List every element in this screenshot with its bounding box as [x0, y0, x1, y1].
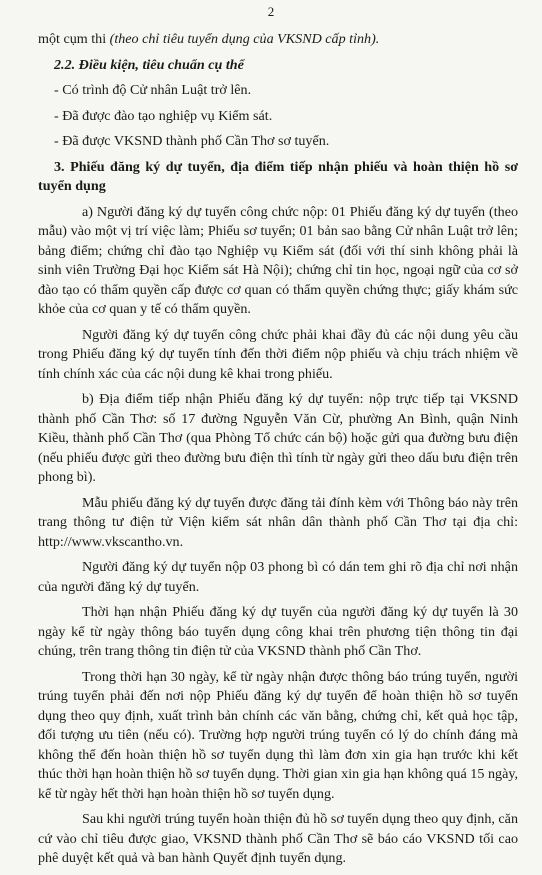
paragraph-declaration: Người đăng ký dự tuyển công chức phải khai đầy đủ các nội dung yêu cầu trong Phiếu đăng ký dự tuyển tính đến thời điểm nộp phiếu và chịu trách nhiệm về tính chính xác của các nội dung kê khai trong phiếu. [38, 326, 518, 382]
list-item: - Đã được VKSND thành phố Cần Thơ sơ tuyển. [54, 133, 330, 149]
paragraph-text: một cụm thi [38, 31, 110, 47]
section-heading-3: 3. Phiếu đăng ký dự tuyển, địa điểm tiếp nhận phiếu và hoàn thiện hồ sơ tuyển dụng [38, 158, 518, 194]
paragraph-final: Sau khi người trúng tuyển hoàn thiện đủ hồ sơ tuyển dụng theo quy định, căn cứ vào chỉ tiêu được giao, VKSND thành phố Cần Thơ sẽ báo cáo VKSND tối cao phê duyệt kết quả và ban hành Quyết định tuyển dụng. [38, 811, 518, 866]
page-number: 2 [267, 4, 275, 19]
list-item: - Có trình độ Cử nhân Luật trở lên. [54, 82, 252, 98]
section-heading-2-2: 2.2. Điều kiện, tiêu chuẩn cụ thể [54, 56, 244, 73]
paragraph-30-days: Trong thời hạn 30 ngày, kể từ ngày nhận được thông báo trúng tuyển, người trúng tuyển phải đến nơi nộp Phiếu đăng ký dự tuyển để hoàn thiện hồ sơ tuyển dụng theo quy định, xuất trình bản chính các văn bằng, chứng chỉ, kết quả học tập, đối tượng ưu tiên (nếu có). Trường hợp người trúng tuyển có lý do chính đáng mà không thể đến hoàn thiện hồ sơ tuyển dụng thì làm đơn xin gia hạn trước khi kết thúc thời hạn hoàn thiện hồ sơ tuyển dụng. Thời gian xin gia hạn không quá 15 ngày, kể từ ngày hết thời hạn hoàn thiện hồ sơ tuyển dụng. [38, 668, 518, 802]
paragraph-form-template: Mẫu phiếu đăng ký dự tuyển được đăng tải đính kèm với Thông báo này trên trang thông tư điện tử Viện kiểm sát nhân dân thành phố Cần Thơ tại địa chỉ: http://www.vkscantho.vn. [38, 494, 518, 550]
italic-note: (theo chỉ tiêu tuyển dụng của VKSND cấp tỉnh). [109, 31, 380, 47]
document-body [38, 30, 518, 875]
paragraph-envelopes: Người đăng ký dự tuyển nộp 03 phong bì có dán tem ghi rõ địa chỉ nơi nhận của người đăng ký dự tuyển. [38, 559, 518, 595]
paragraph-b: b) Địa điểm tiếp nhận Phiếu đăng ký dự tuyển: nộp trực tiếp tại VKSND thành phố Cần Thơ: số 17 đường Nguyễn Văn Cừ, phường An Bình, quận Ninh Kiều, thành phố Cần Thơ (qua Phòng Tổ chức cán bộ) hoặc gửi qua đường bưu điện (nếu phiếu được gửi theo đường bưu điện thì tính từ ngày gửi theo dấu bưu điện trên phong bì). [38, 391, 518, 485]
list-item: - Đã được đào tạo nghiệp vụ Kiểm sát. [54, 107, 273, 124]
paragraph-a: a) Người đăng ký dự tuyển công chức nộp: 01 Phiếu đăng ký dự tuyển (theo mẫu) vào một vị trí việc làm; Phiếu sơ tuyển; 01 bản sao bằng Cử nhân Luật trở lên; bảng điểm; chứng chỉ đào tạo Nghiệp vụ Kiểm sát (đối với thí sinh không phải là sinh viên Trường Đại học Kiểm sát Hà Nội); chứng chỉ tin học, ngoại ngữ của cơ sở đào tạo có thẩm quyền cấp được cơ quan có thẩm quyền chứng thực; giấy khám sức khỏe của cơ quan y tế có thẩm quyền. [38, 203, 518, 317]
paragraph-continuation [38, 30, 518, 50]
paragraph-deadline: Thời hạn nhận Phiếu đăng ký dự tuyển của người đăng ký dự tuyển là 30 ngày kể từ ngày thông báo tuyển dụng công khai trên phương tiện thông tin đại chúng, trên trang thông tin điện tử của VKSND thành phố Cần Thơ. [38, 604, 518, 659]
